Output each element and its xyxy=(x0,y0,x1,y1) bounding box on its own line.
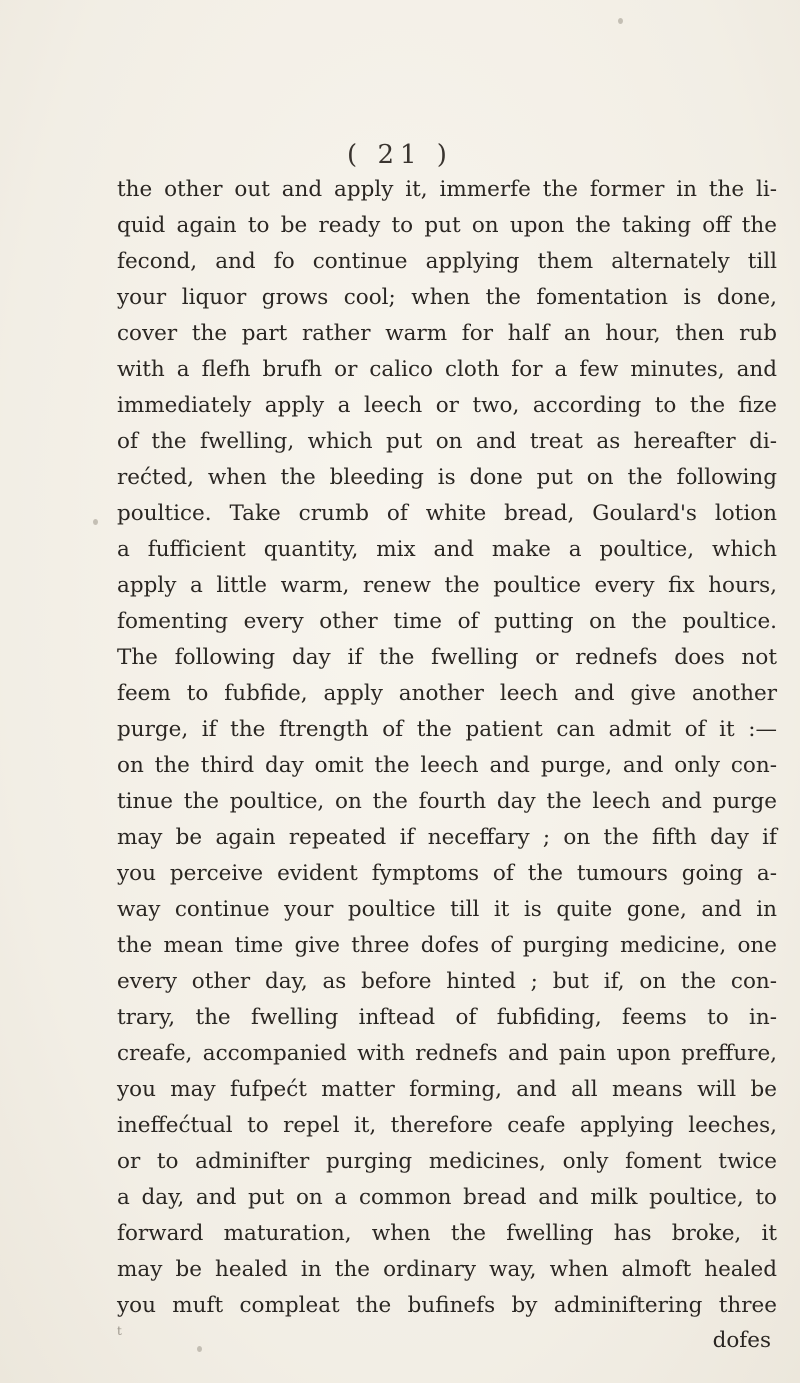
text-line: apply a little warm, renew the poultice every fix hours, xyxy=(117,573,777,598)
text-line: you perceive evident fymptoms of the tumours going a- xyxy=(117,861,777,886)
paper-blemish xyxy=(618,18,623,24)
text-line: a fufficient quantity, mix and make a poultice, which xyxy=(117,537,777,562)
text-line: your liquor grows cool; when the fomentation is done, xyxy=(117,285,777,310)
text-line: creafe, accompanied with rednefs and pain upon preffure, xyxy=(117,1041,777,1066)
text-line: tinue the poultice, on the fourth day the leech and purge xyxy=(117,789,777,814)
text-line: you muft compleat the bufinefs by adminiftering three xyxy=(117,1293,777,1318)
text-line: or to adminifter purging medicines, only foment twice xyxy=(117,1149,777,1174)
text-line: quid again to be ready to put on upon the taking off the xyxy=(117,213,777,238)
text-line: fecond, and fo continue applying them alternately till xyxy=(117,249,777,274)
text-line: the mean time give three dofes of purging medicine, one xyxy=(117,933,777,958)
text-line: ineffećtual to repel it, therefore ceafe applying leeches, xyxy=(117,1113,777,1138)
text-line: may be healed in the ordinary way, when almoft healed xyxy=(117,1257,777,1282)
text-line: trary, the fwelling inftead of fubfiding, feems to in- xyxy=(117,1005,777,1030)
text-line: the other out and apply it, immerfe the former in the li- xyxy=(117,177,777,202)
text-line: cover the part rather warm for half an hour, then rub xyxy=(117,321,777,346)
text-line: poultice. Take crumb of white bread, Goulard's lotion xyxy=(117,501,777,526)
paper-blemish xyxy=(197,1346,202,1352)
catchword-row xyxy=(117,1324,777,1358)
text-line: purge, if the ftrength of the patient can admit of it :— xyxy=(117,717,777,742)
text-line: you may fufpećt matter forming, and all means will be xyxy=(117,1077,777,1102)
text-line: rećted, when the bleeding is done put on the following xyxy=(117,465,777,490)
body-text xyxy=(117,172,777,1358)
text-line: way continue your poultice till it is quite gone, and in xyxy=(117,897,777,922)
text-line: of the fwelling, which put on and treat as hereafter di- xyxy=(117,429,777,454)
paper-blemish xyxy=(93,519,98,525)
text-line: forward maturation, when the fwelling has broke, it xyxy=(117,1221,777,1246)
text-line: immediately apply a leech or two, according to the fize xyxy=(117,393,777,418)
signature-mark: t xyxy=(117,1324,122,1338)
text-line: may be again repeated if neceffary ; on the fifth day if xyxy=(117,825,777,850)
text-line: every other day, as before hinted ; but if, on the con- xyxy=(117,969,777,994)
text-line: a day, and put on a common bread and milk poultice, to xyxy=(117,1185,777,1210)
text-line: The following day if the fwelling or rednefs does not xyxy=(117,645,777,670)
text-line: feem to fubfide, apply another leech and give another xyxy=(117,681,777,706)
catchword: dofes xyxy=(712,1328,771,1353)
text-line: fomenting every other time of putting on the poultice. xyxy=(117,609,777,634)
text-line: with a flefh brufh or calico cloth for a few minutes, and xyxy=(117,357,777,382)
page-number-header: ( 21 ) xyxy=(347,140,453,170)
text-line: on the third day omit the leech and purge, and only con- xyxy=(117,753,777,778)
